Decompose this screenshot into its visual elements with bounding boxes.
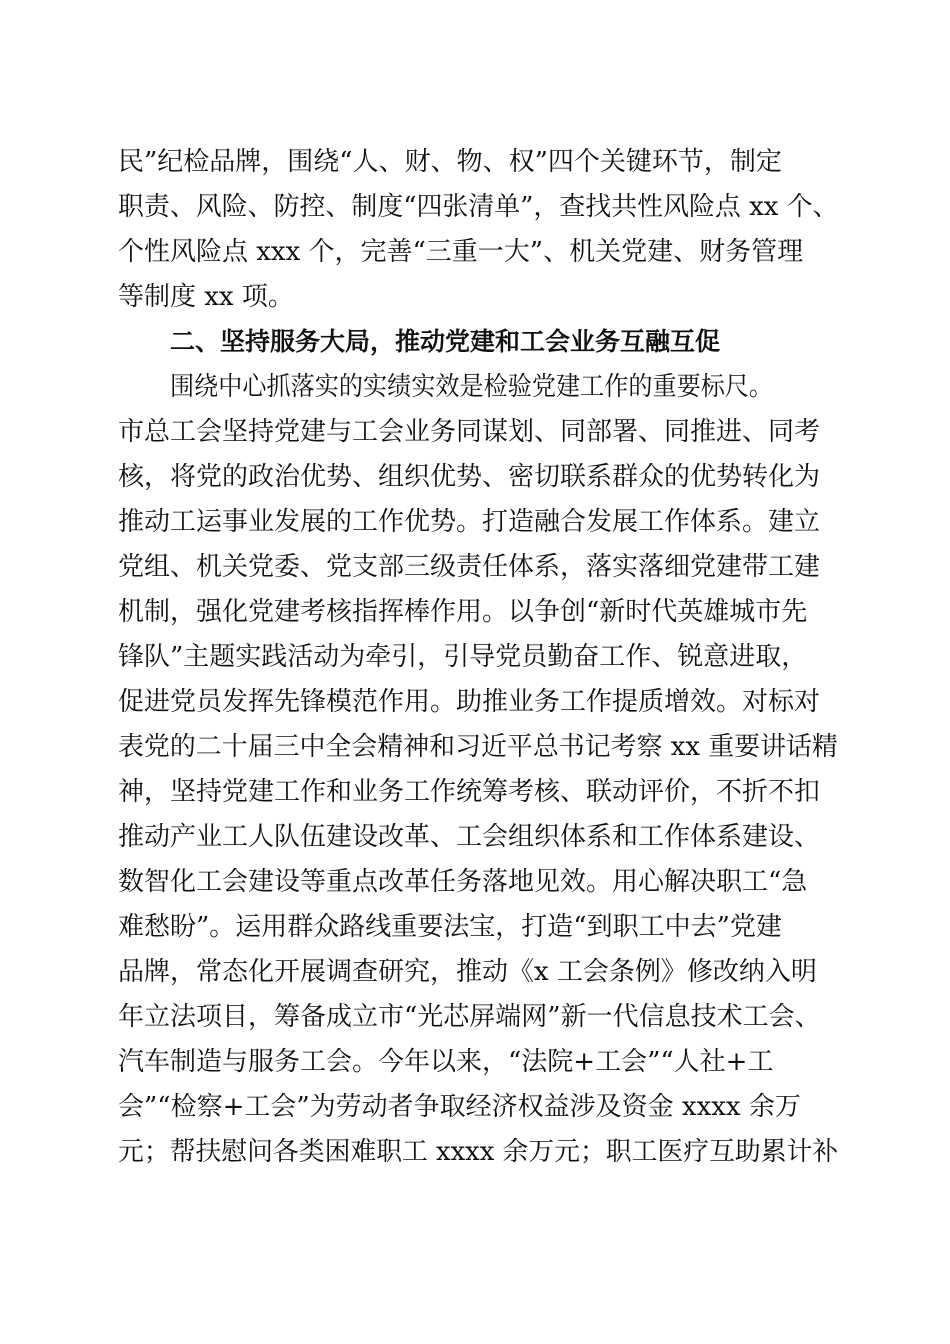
body-text-line: 汽车制造与服务工会。今年以来，“法院+工会”“人社+工 (118, 1047, 774, 1077)
body-text-line: 会”“检察+工会”为劳动者争取经济权益涉及资金 xxxx 余万 (118, 1092, 801, 1122)
body-text-line: 机制，强化党建考核指挥棒作用。以争创“新时代英雄城市先 (118, 597, 808, 627)
body-text-line: 品牌，常态化开展调查研究，推动《x 工会条例》修改纳入明 (118, 957, 817, 987)
paragraph-first-line: 围绕中心抓落实的实绩实效是检验党建工作的重要标尺。 (170, 372, 774, 402)
body-text-line: 难愁盼”。运用群众路线重要法宝，打造“到职工中去”党建 (118, 912, 782, 942)
body-text-line: 核，将党的政治优势、组织优势、密切联系群众的优势转化为 (118, 462, 821, 492)
body-text-line: 职责、风险、防控、制度“四张清单”，查找共性风险点 xx 个、 (118, 192, 839, 222)
body-text-line: 民”纪检品牌，围绕“人、财、物、权”四个关键环节，制定 (118, 147, 782, 177)
body-text-line: 神，坚持党建工作和业务工作统筹考核、联动评价，不折不扣 (118, 777, 821, 807)
body-text-line: 等制度 xx 项。 (118, 282, 294, 312)
body-text-line: 年立法项目，筹备成立市“光芯屏端网”新一代信息技术工会、 (118, 1002, 821, 1032)
body-text-line: 个性风险点 xxx 个，完善“三重一大”、机关党建、财务管理 (118, 237, 804, 267)
body-text-line: 党组、机关党委、党支部三级责任体系，落实落细党建带工建 (118, 552, 821, 582)
body-text-line: 推动工运事业发展的工作优势。打造融合发展工作体系。建立 (118, 507, 821, 537)
section-heading: 二、坚持服务大局，推动党建和工会业务互融互促 (170, 327, 721, 356)
body-text-line: 元；帮扶慰问各类困难职工 xxxx 余万元；职工医疗互助累计补 (118, 1137, 839, 1167)
body-text-line: 促进党员发挥先锋模范作用。助推业务工作提质增效。对标对 (118, 687, 821, 717)
body-text-line: 推动产业工人队伍建设改革、工会组织体系和工作体系建设、 (118, 822, 821, 852)
body-text-line: 市总工会坚持党建与工会业务同谋划、同部署、同推进、同考 (118, 417, 821, 447)
body-text-line: 表党的二十届三中全会精神和习近平总书记考察 xx 重要讲话精 (118, 732, 838, 762)
body-text-line: 数智化工会建设等重点改革任务落地见效。用心解决职工“急 (118, 867, 808, 897)
body-text-line: 锋队”主题实践活动为牵引，引导党员勤奋工作、锐意进取， (118, 642, 808, 672)
